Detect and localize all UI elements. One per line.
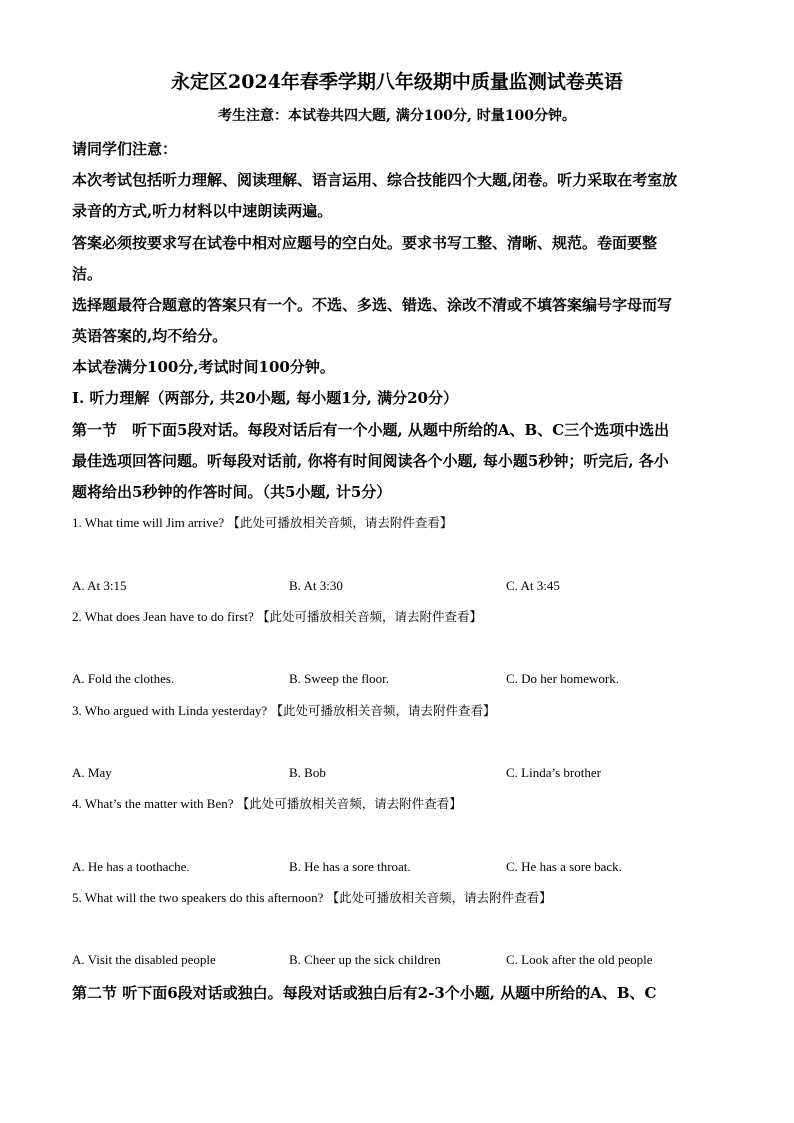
option-a: A. He has a toothache. <box>72 859 190 874</box>
audio-link[interactable]: 【此处可播放相关音频，请去附件查看】 <box>326 890 552 905</box>
option-c: C. Do her homework. <box>506 671 620 686</box>
notice-line: 本试卷满分100分,考试时间100分钟。 <box>72 358 335 376</box>
exam-title: 永定区2024年春季学期八年级期中质量监测试卷英语 <box>171 71 623 93</box>
part-instruction: 第一节 听下面5段对话。每段对话后有一个小题, 从题中所给的A、B、C三个选项中选出 <box>72 421 670 439</box>
option-c: C. Look after the old people <box>506 952 653 967</box>
notice-line: 选择题最符合题意的答案只有一个。不选、多选、错选、涂改不清或不填答案编号字母而写 <box>72 296 673 314</box>
option-b: B. Bob <box>289 765 326 780</box>
question-stem: 2. What does Jean have to do first? 【此处可播放相关音频，请去附件查看】 <box>72 609 482 624</box>
notice-heading: 请同学们注意： <box>72 140 178 158</box>
notice-line: 答案必须按要求写在试卷中相对应题号的空白处。要求书写工整、清晰、规范。卷面要整 <box>72 234 658 252</box>
option-b: B. Sweep the floor. <box>289 671 390 686</box>
option-a: A. May <box>72 765 112 780</box>
audio-link[interactable]: 【此处可播放相关音频，请去附件查看】 <box>256 609 482 624</box>
notice-line: 录音的方式,听力材料以中速朗读两遍。 <box>72 202 333 220</box>
section-heading: Ⅰ. 听力理解（两部分, 共20小题, 每小题1分, 满分20分） <box>72 389 458 407</box>
option-c: C. Linda’s brother <box>506 765 601 780</box>
option-b: B. At 3:30 <box>289 578 343 593</box>
notice-line: 洁。 <box>72 265 103 283</box>
notice-line: 本次考试包括听力理解、阅读理解、语言运用、综合技能四个大题,闭卷。听力采取在考室放 <box>72 171 678 189</box>
option-b: B. Cheer up the sick children <box>289 952 441 967</box>
audio-link[interactable]: 【此处可播放相关音频，请去附件查看】 <box>270 703 496 718</box>
audio-link[interactable]: 【此处可播放相关音频，请去附件查看】 <box>227 515 453 530</box>
exam-subtitle: 考生注意：本试卷共四大题, 满分100分, 时量100分钟。 <box>218 108 576 124</box>
option-a: A. Fold the clothes. <box>72 671 175 686</box>
option-c: C. At 3:45 <box>506 578 560 593</box>
question-stem: 5. What will the two speakers do this afternoon? 【此处可播放相关音频，请去附件查看】 <box>72 890 552 905</box>
question-stem: 3. Who argued with Linda yesterday? 【此处可播放相关音频，请去附件查看】 <box>72 703 496 718</box>
audio-link[interactable]: 【此处可播放相关音频，请去附件查看】 <box>236 796 462 811</box>
option-a: A. At 3:15 <box>72 578 127 593</box>
option-c: C. He has a sore back. <box>506 859 622 874</box>
part-instruction: 最佳选项回答问题。听每段对话前, 你将有时间阅读各个小题, 每小题5秒钟；听完后, 各小 <box>72 452 669 470</box>
option-b: B. He has a sore throat. <box>289 859 411 874</box>
notice-line: 英语答案的,均不给分。 <box>72 327 228 345</box>
question-stem: 1. What time will Jim arrive? 【此处可播放相关音频，请去附件查看】 <box>72 515 453 530</box>
part-instruction: 题将给出5秒钟的作答时间。（共5小题, 计5分） <box>72 483 392 501</box>
question-stem: 4. What’s the matter with Ben? 【此处可播放相关音频，请去附件查看】 <box>72 796 462 811</box>
part-instruction: 第二节 听下面6段对话或独白。每段对话或独白后有2-3个小题, 从题中所给的A、B、C <box>72 984 657 1002</box>
option-a: A. Visit the disabled people <box>72 952 216 967</box>
